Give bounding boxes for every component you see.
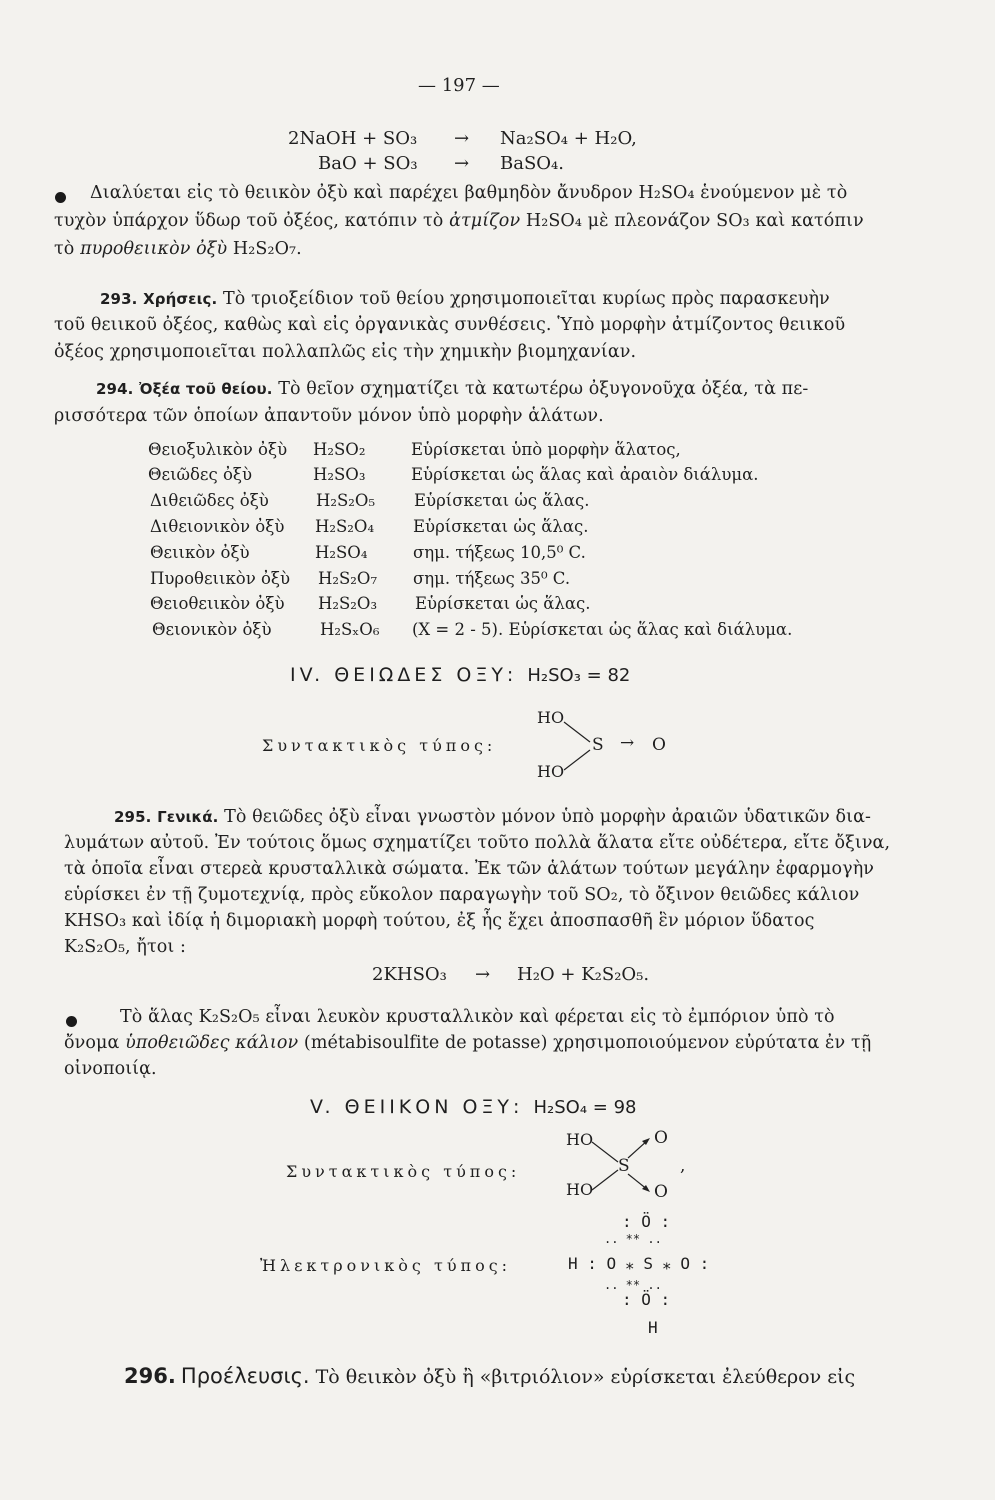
equation-1-left: 2NaOH + SO₃ [288,128,418,149]
section-294-title: Ὀξέα τοῦ θείου. [139,380,273,398]
equation-2-right: BaSO₄. [500,153,564,174]
section-295-line4: εὑρίσκει ἐν τῇ ζυμοτεχνίᾳ, πρὸς εὔκολον παραγωγὴν τοῦ SO₂, τὸ ὄξινον θειῶδες κάλιον [64,885,860,905]
page-number: — 197 — [418,75,500,96]
section-295-line2: λυμάτων αὐτοῦ. Ἐν τούτοις ὅμως σχηματίζει τοῦτο πολλὰ ἅλατα εἴτε οὐδέτερα, εἴτε ὄξινα, [64,833,891,853]
table-row: Θειοθειικὸν ὀξὺ H₂S₂O₃ Εὑρίσκεται ὡς ἅλας. [150,594,591,613]
bullet-2 [66,1012,77,1031]
section-v-title: V. ΘΕΙΙΚΟΝ ΟΞΥ: H₂SO₄ = 98 [310,1096,637,1118]
section-295-line3: τὰ ὁποῖα εἶναι στερεὰ κρυσταλλικὰ σώματα. Ἐκ τῶν ἁλάτων τούτων μεγάλην ἐφαρμογὴν [64,859,875,879]
section-295-line6: K₂S₂O₅, ἤτοι : [64,937,187,957]
table-row: Θειοξυλικὸν ὀξὺ H₂SO₂ Εὑρίσκεται ὑπὸ μορφὴν ἅλατος, [148,440,681,459]
bullet-1 [55,188,66,207]
section-294-line2: ρισσότερα τῶν ὁποίων ἀπαντοῦν μόνον ὑπὸ μορφὴν ἁλάτων. [54,406,604,426]
table-row: Θειῶδες ὀξὺ H₂SO₃ Εὑρίσκεται ὡς ἅλας καὶ ἀραιὸν διάλυμα. [148,465,759,484]
section-293-line2: τοῦ θειικοῦ ὀξέος, καθὼς καὶ εἰς ὀργανικὰς συνθέσεις. Ὑπὸ μορφὴν ἀτμίζοντος θειικοῦ [54,315,846,335]
table-row: Διθειονικὸν ὀξὺ H₂S₂O₄ Εὑρίσκεται ὡς ἅλας. [150,517,589,536]
equation-1 [288,128,637,149]
table-row: Διθειῶδες ὀξὺ H₂S₂O₅ Εὑρίσκεται ὡς ἅλας. [150,491,590,510]
section-v-struct-label: Συντακτικὸς τύπος: [286,1162,521,1181]
section-iv-struct-label: Συντακτικὸς τύπος: [262,736,497,755]
table-row: Θειονικὸν ὀξὺ H₂SₓO₆ (X = 2 - 5). Εὑρίσκεται ὡς ἅλας καὶ διάλυμα. [152,620,793,639]
para1-line3: τὸ πυροθειικὸν ὀξὺ H₂S₂O₇. [54,239,302,259]
section-v-electronic-label: Ἠλεκτρονικὸς τύπος: [260,1256,512,1275]
section-iv-title: IV. ΘΕΙΩΔΕΣ ΟΞΥ: H₂SO₃ = 82 [290,664,631,686]
section-v-formula: H₂SO₄ = 98 [533,1097,637,1118]
equation-khso3: 2KHSO₃ → H₂O + K₂S₂O₅. [372,964,650,985]
section-296-number: 296. [124,1364,176,1388]
section-293-line1: 293. Χρήσεις. Τὸ τριοξείδιον τοῦ θείου χρησιμοποιεῖται κυρίως πρὸς παρασκευὴν [100,289,830,309]
section-296-title: Προέλευσις. [180,1364,310,1388]
table-row: Πυροθειικὸν ὀξὺ H₂S₂O₇ σημ. τήξεως 35⁰ C. [150,569,571,588]
section-294-number: 294. [96,380,134,398]
section-293-number: 293. [100,290,138,308]
section-293-line3: ὀξέος χρησιμοποιεῖται πολλαπλῶς εἰς τὴν χημικὴν βιομηχανίαν. [54,342,637,362]
table-row: Θειικὸν ὀξὺ H₂SO₄ σημ. τήξεως 10,5⁰ C. [150,543,586,562]
document-page: — 197 — 2NaOH + SO₃ → Na₂SO₄ + H₂O, BaO + SO₃ → BaSO₄. Διαλύεται εἰς τὸ θειικὸν ὀξὺ καὶ παρέχει βαθμηδὸν ἄνυδρον H₂SO₄ ἑνούμενον μὲ τὸ τυχὸν ὑπάρχον ὕδωρ τοῦ ὀξέος, κατόπιν τὸ ἀτμίζον H₂SO₄ μὲ πλεονάζον SO₃ καὶ κατόπιν τὸ πυροθειικὸν ὀξὺ H₂S₂O₇. 293. Χρήσεις. Τὸ τριοξείδιον τοῦ θείου χρησιμοποιεῖται κυρίως πρὸς παρασκευὴν τοῦ θειικοῦ ὀξέος, καθὼς καὶ εἰς ὀργανικὰς συνθέσεις. Ὑπὸ μορφὴν ἀτμίζοντος θειικοῦ ὀξέος χρησιμοποιεῖται πολλαπλῶς εἰς τὴν χημικὴν βιομηχανίαν. 294. Ὀξέα τοῦ θείου. Τὸ θεῖον σχηματίζει τὰ κατωτέρω ὀξυγονοῦχα ὀξέα, τὰ πε- ρισσότερα τῶν ὁποίων ἀπαντοῦν μόνον ὑπὸ μορφὴν ἁλάτων. Θειοξυλικὸν ὀξὺ H₂SO₂ Εὑρίσκεται ὑπὸ μορφὴν ἅλατος, Θειῶδες ὀξὺ H₂SO₃ Εὑρίσκεται ὡς ἅλας καὶ ἀραιὸν διάλυμα. Διθειῶδες ὀξὺ H₂S₂O₅ Εὑρίσκεται ὡς ἅλας. Διθειονικὸν ὀξὺ H₂S₂O₄ Εὑρίσκεται ὡς ἅλας. Θειικὸν ὀξὺ H₂SO₄ σημ. τήξεως 10,5⁰ C. Πυροθειικὸν ὀξὺ H₂S₂O₇ σημ. τήξεως 35⁰ C. Θειοθειικὸν ὀξὺ H₂S₂O₃ Εὑρίσκεται ὡς ἅλας. Θειονικὸν ὀξὺ H₂SₓO₆ (X = 2 - 5). Εὑρίσκεται ὡς ἅλας καὶ διάλυμα. IV. ΘΕΙΩΔΕΣ ΟΞΥ: H₂SO₃ = 82 Συντακτικὸς τύπος: HO HO S → O 295. Γενικά. Τὸ θειῶδες ὀξὺ εἶναι γνωστὸν μόνον ὑπὸ μορφὴν ἀραιῶν ὑδατικῶν δια- λυμάτων αὐτοῦ. Ἐν τούτοις ὅμως σχηματίζει τοῦτο πολλὰ ἅλατα εἴτε οὐδέτερα, εἴτε ὄξινα, τὰ ὁποῖα εἶναι στερεὰ κρυσταλλικὰ σώματα. Ἐκ τῶν ἁλάτων τούτων μεγάλην ἐφαρμογὴν εὑρίσκει ἐν τῇ ζυμοτεχνίᾳ, πρὸς εὔκολον παραγωγὴν τοῦ SO₂, τὸ ὄξινον θειῶδες κάλιον KHSO₃ καὶ ἰδίᾳ ἡ διμοριακὴ μορφὴ τούτου, ἐξ ἧς ἔχει ἀποσπασθῆ ἓν μόριον ὕδατος K₂S₂O₅, ἤτοι : 2KHSO₃ → H₂O + K₂S₂O₅. Τὸ ἅλας K₂S₂O₅ εἶναι λευκὸν κρυσταλλικὸν καὶ φέρεται εἰς τὸ ἐμπόριον ὑπὸ τὸ ὄνομα ὑποθειῶδες κάλιον (métabisoulfite de potasse) χρησιμοποιούμενον εὐρύτατα ἐν τῇ οἰνοποιίᾳ. V. ΘΕΙΙΚΟΝ ΟΞΥ: H₂SO₄ = 98 Συντακτικὸς τύπος: HO HO S O O , Ἠλεκτρονικὸς τύπος: : Ö : .. ** .. H : O ⁎ S ⁎ O : .. ** .. : Ö : H 296. Προέλευσις. Τὸ θειικὸν ὀξὺ ἢ «βιτριόλιον» εὑρίσκεται ἐλεύθερον εἰς [54,75,891,1388]
section-293-title: Χρήσεις. [143,290,218,308]
section-296-line1: 296. Προέλευσις. Τὸ θειικὸν ὀξὺ ἢ «βιτριόλιον» εὑρίσκεται ἐλεύθερον εἰς [124,1364,856,1388]
para-salt-line1: Τὸ ἅλας K₂S₂O₅ εἶναι λευκὸν κρυσταλλικὸν καὶ φέρεται εἰς τὸ ἐμπόριον ὑπὸ τὸ [120,1007,835,1027]
para1-line2: τυχὸν ὑπάρχον ὕδωρ τοῦ ὀξέος, κατόπιν τὸ ἀτμίζον H₂SO₄ μὲ πλεονάζον SO₃ καὶ κατόπιν [54,211,864,231]
para1-line1: Διαλύεται εἰς τὸ θειικὸν ὀξὺ καὶ παρέχει βαθμηδὸν ἄνυδρον H₂SO₄ ἑνούμενον μὲ τὸ [90,183,848,203]
equation-1-arrow: → [454,128,470,149]
equation-2-left: BaO + SO₃ [318,153,418,174]
equation-2 [318,153,564,174]
para-salt-line3: οἰνοποιίᾳ. [64,1059,157,1079]
equation-2-arrow: → [454,153,470,174]
para-salt-line2: ὄνομα ὑποθειῶδες κάλιον (métabisoulfite de potasse) χρησιμοποιούμενον εὐρύτατα ἐν τῇ [64,1033,872,1053]
section-295-line1: 295. Γενικά. Τὸ θειῶδες ὀξὺ εἶναι γνωστὸν μόνον ὑπὸ μορφὴν ἀραιῶν ὑδατικῶν δια- [114,807,872,827]
section-iv-formula: H₂SO₃ = 82 [527,665,631,686]
section-294-line1: 294. Ὀξέα τοῦ θείου. Τὸ θεῖον σχηματίζει τὰ κατωτέρω ὀξυγονοῦχα ὀξέα, τὰ πε- [96,379,809,399]
equation-1-right: Na₂SO₄ + H₂O, [500,128,637,149]
section-295-number: 295. [114,808,152,826]
section-295-line5: KHSO₃ καὶ ἰδίᾳ ἡ διμοριακὴ μορφὴ τούτου, ἐξ ἧς ἔχει ἀποσπασθῆ ἓν μόριον ὕδατος [64,911,815,931]
section-295-title: Γενικά. [157,808,219,826]
